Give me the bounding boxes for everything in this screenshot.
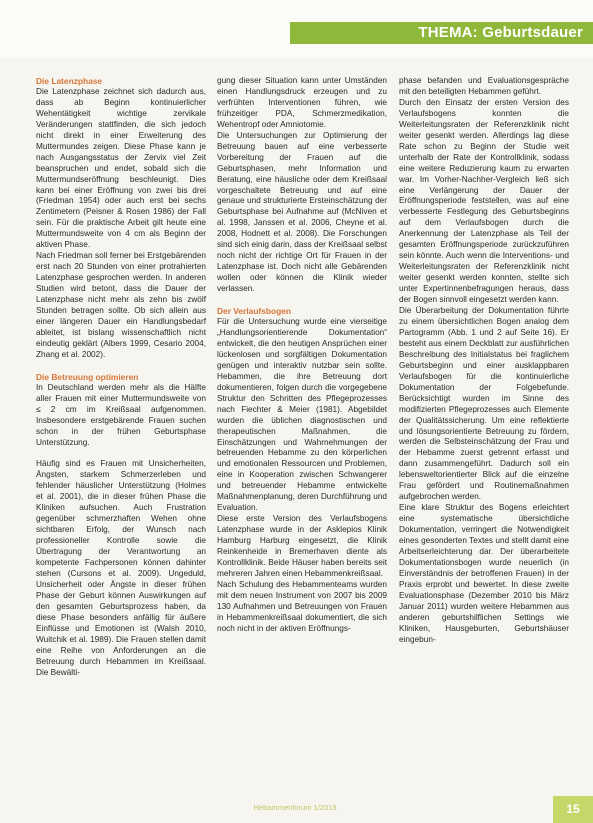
paragraph: phase befanden und Evaluationsgespräche mit den beteiligten Hebammen geführt.	[399, 76, 569, 96]
paragraph: Durch den Einsatz der ersten Version des Verlaufsbogens konnten die Weiterleitungsraten der Referenzklinik nicht weiter gesenkt werden. Allerdings lag diese Rate schon zu Beginn der Studie weit unterhalb der Rate der Kontrollklinik, sodass eine weitere Reduzierung kaum zu erwarten war. Im Vorher-Nachher-Vergleich ließ sich eine Verlängerung der Dauer der Eröffnungsperiode feststellen, was auf eine verbesserte Festlegung des Geburtsbeginns auf dem Verlaufsbogen durch die Anerkennung der Latenzphase als Teil der gesamten Eröffnungsperiode zurückzuführen sein könnte. Auch wenn die Interventions- und Weiterleitungsraten der Referenzklinik nicht weiter gesenkt werden konnten, stellte sich unter Expertinnenbefragungen heraus, dass der Bogen sinnvoll eingesetzt werden kann.	[399, 97, 569, 305]
text-column-3	[399, 76, 569, 646]
paragraph: gung dieser Situation kann unter Umständen einen Handlungsdruck erzeugen und zu verfrühten Interventionen führen, wie frühzeitiger PDA, Schmerzmedikation, Wehentropf oder Amniotomie.	[217, 76, 387, 129]
paragraph: Nach Friedman soll ferner bei Erstgebärenden erst nach 20 Stunden von einer protrahierten Latenzphase gesprochen werden. In anderen Studien wird betont, dass die Dauer der Latenzphase nicht mehr als zehn bis zwölf Stunden betragen sollte. Ob sich allein aus einer längeren Dauer ein Handlungsbedarf ableitet, ist bislang wissenschaftlich nicht eindeutig geklärt (Albers 1999, Cesario 2004, Zhang et al. 2002).	[36, 251, 206, 359]
footer-publication: Hebammenforum 1/2013	[253, 803, 337, 812]
text-column-2	[217, 76, 387, 635]
paragraph: Die Latenzphase zeichnet sich dadurch aus, dass ab Beginn kontinuierlicher Wehentätigkeit wichtige zervikale Veränderungen stattfinden, die sich jedoch nicht direkt in einer Erweiterung des Muttermundes zeigen. Diese Phase kann je nach Ausgangsstatus der Zervix viel Zeit beanspruchen und endet, sobald sich die Muttermundseröffnung beschleunigt. Dies kann bei einer Eröffnung von zwei bis drei (Friedman 1954) oder auch erst bei sechs Zentimetern (Peisner & Rosen 1986) der Fall sein. Für die praktische Arbeit gilt heute eine Muttermundsweite von 4 cm als Beginn der aktiven Phase.	[36, 86, 206, 250]
section-heading: Die Betreuung optimieren	[36, 371, 139, 382]
topic-banner	[290, 22, 593, 44]
paragraph: Häufig sind es Frauen mit Unsicherheiten, Ängsten, starkem Schmerzerleben und fehlender häuslicher Unterstützung (Holmes et al. 2001), die in dieser frühen Phase die Kliniken aufsuchen. Auch Frustration gegenüber schmerzhaften Wehen ohne sichtbaren Erfolg, der Wunsch nach professioneller Kontrolle sowie die Übertragung der Verantwortung an kompetente Fachpersonen können dahinter stehen (Cursons et al. 2009). Ungeduld, Unsicherheit oder Ängste in dieser frühen Phase der Geburt können Auswirkungen auf den gesamten Geburtsprozess haben, da diese Phase besonders anfällig für äußere Einflüsse und Emotionen ist (Walsh 2010, Wuitchik et al. 1989). Die Frauen stellen damit eine Reihe von Anforderungen an die Betreuung durch Hebammen im Kreißsaal. Die Bewälti-	[36, 459, 206, 677]
topic-title: THEMA: Geburtsdauer	[418, 24, 583, 41]
section-heading: Der Verlaufsbogen	[217, 306, 292, 317]
paragraph: Eine klare Struktur des Bogens erleichtert eine systematische übersichtliche Dokumentation, verringert die Notwendigkeit eines gesonderten Textes und stellt damit eine Arbeitserleichterung dar. Der überarbeitete Dokumentationsbogen wurde neuerlich (in Einverständnis der betroffenen Frauen) in der Praxis erprobt und bewertet. In diese zweite Evaluationsphase (Dezember 2010 bis März Januar 2011) wurden weitere Hebammen aus anderen geburtshilflichen Settings wie Kliniken, Hausgeburten, Geburtshäuser eingebun-	[399, 503, 569, 644]
paragraph: Nach Schulung des Hebammenteams wurden mit dem neuen Instrument von 2007 bis 2009 130 Aufnahmen und Betreuungen von Frauen in Hebammenkreißsaal dokumentiert, die sich noch nicht in der aktiven Eröffnungs-	[217, 579, 387, 633]
page-number: 15	[566, 802, 580, 816]
paragraph: Für die Untersuchung wurde eine vierseitige „Handlungsorientierende Dokumentation“ entwickelt, die den heutigen Ansprüchen einer lückenlosen und sorgfältigen Dokumentation genügen und interaktiv nutzbar sein sollte. Hebammen, die ihre Betreuung dort dokumentieren, folgen durch die vorgegebene Struktur den Schritten des Pflegeprozesses nach Fiechter & Meier (1981). Abgebildet wurden die üblichen diagnostischen und therapeutischen Maßnahmen, die Einschätzungen und Wahrnehmungen der betreuenden Hebamme zu den körperlichen und emotionalen Ressourcen und Problemen, eine in Kooperation zwischen Schwangerer und betreuender Hebamme entwickelte Maßnahmenplanung, deren Durchführung und Evaluation.	[217, 317, 387, 513]
text-column-1	[36, 76, 206, 679]
page-number-box	[553, 796, 593, 823]
paragraph: Diese erste Version des Verlaufsbogens Latenzphase wurde in der Asklepios Klinik Hamburg Harburg eingesetzt, die Klinik Reinkenheide in Bremerhaven diente als Kontrollklinik. Beide Häuser haben bereits seit mehreren Jahren einen Hebammenkreißsaal.	[217, 514, 387, 578]
paragraph: In Deutschland werden mehr als die Hälfte aller Frauen mit einer Muttermundsweite von ≤ 2 cm im Kreißsaal aufgenommen. Insbesondere erstgebärende Frauen suchen schon in der frühen Geburtsphase Unterstützung.	[36, 382, 206, 447]
section-heading: Die Latenzphase	[36, 76, 103, 86]
paragraph: Die Untersuchungen zur Optimierung der Betreuung bauen auf eine verbesserte Vorbereitung der Frauen auf die Geburtsphasen, mehr Information und Beratung, eine häusliche oder dem Kreißsaal vorgeschaltete Betreuung und auf eine genaue und strukturierte Ersteinschätzung der Geburtsphase bei Aufnahme auf (McNiven et al. 1998, Janssen et al. 2006, Cheyne et al. 2008, Hodnett et al. 2008). Die Forschungen sind sich einig darin, dass der Kreißsaal selbst noch nicht der richtige Ort für Frauen in der Latenzphase ist. Doch nicht alle Gebärenden wollen oder können die Klinik wieder verlassen.	[217, 130, 387, 294]
paragraph: Die Überarbeitung der Dokumentation führte zu einem übersichtlichen Bogen analog dem Partogramm (Abb. 1 und 2 auf Seite 16). Er besteht aus einem Deckblatt zur ausführlichen Beschreibung des Initialstatus bei fraglichem Geburtsbeginn und einer ausklappbaren Verlaufsbogen für die kontinuierliche Dokumentation der Folgebefunde. Berücksichtigt wurden im Sinne des modifizierten Pflegeprozesses auch Elemente der Qualitätssicherung. Um eine reflektierte und lösungsorientierte Betreuung zu fördern, werden die Selbsteinschätzung der Frau und der Hebamme zuerst getrennt erfasst und dann zusammengeführt. Dadurch soll ein lebensweltorientierter Blick auf die einzelne Frau gefördert und Routinemaßnahmen aufgebrochen werden.	[399, 306, 569, 502]
page-header	[0, 0, 593, 58]
